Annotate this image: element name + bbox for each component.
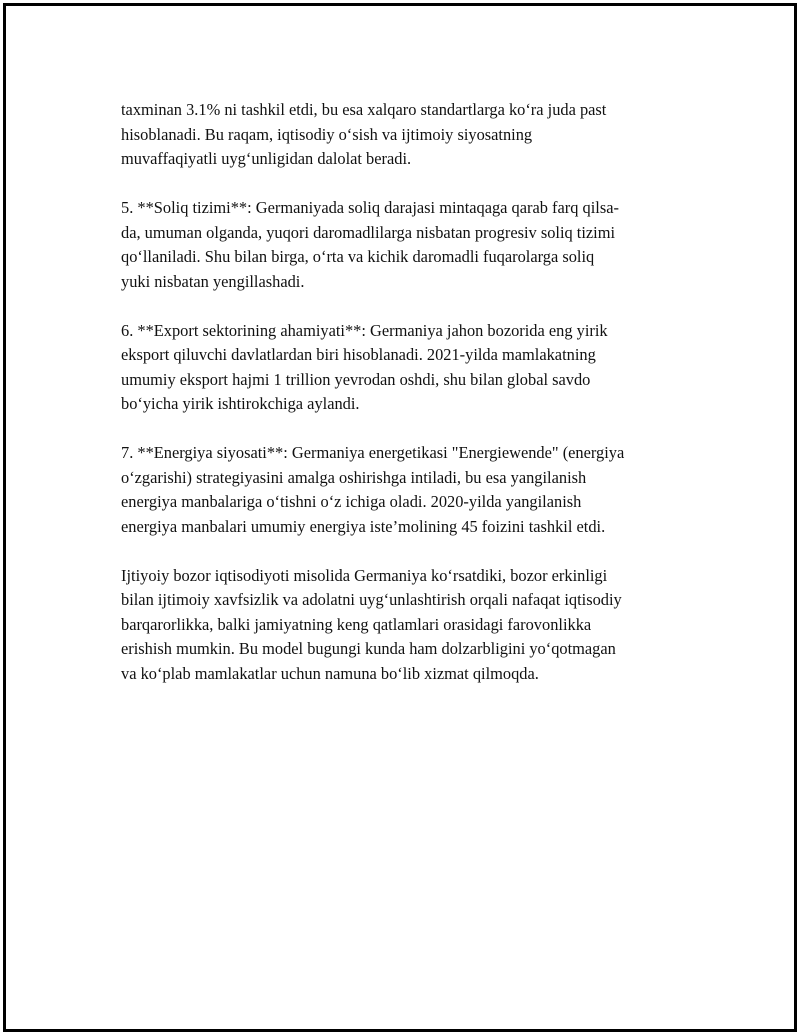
text-line: energiya manbalari umumiy energiya iste’molining 45 foizini tashkil etdi. [121,516,606,536]
text-line: 6. **Export sektorining ahamiyati**: Germaniya jahon bozorida eng yirik [121,320,608,340]
text-line: 7. **Energiya siyosati**: Germaniya energetikasi "Energiewende" (energiya [121,443,625,462]
text-line: taxminan 3.1% ni tashkil etdi, bu esa xalqaro standartlarga ko‘ra juda past [121,100,607,119]
text-line: da, umuman olganda, yuqori daromadlilarga nisbatan progresiv soliq tizimi [121,222,616,242]
text-line: bilan ijtimoiy xavfsizlik va adolatni uyg‘unlashtirish orqali nafaqat iqtisodiy [121,590,622,609]
text-line: qo‘llaniladi. Shu bilan birga, o‘rta va kichik daromadli fuqarolarga soliq [121,247,595,266]
text-line: muvaffaqiyatli uyg‘unligidan dalolat beradi. [121,149,412,168]
text-line: eksport qiluvchi davlatlardan biri hisoblanadi. 2021-yilda mamlakatning [121,345,596,364]
paragraph-unemployment [121,98,701,172]
text-line: va ko‘plab mamlakatlar uchun namuna bo‘lib xizmat qilmoqda. [121,663,539,683]
paragraph-energy-policy [121,441,701,539]
text-line: umumiy eksport hajmi 1 trillion yevrodan oshdi, shu bilan global savdo [121,369,591,389]
text-line: yuki nisbatan yengillashadi. [121,271,305,291]
text-line: barqarorlikka, balki jamiyatning keng qatlamlari orasidagi farovonlikka [121,614,592,634]
paragraph-export-sector [121,319,701,417]
document-body [121,98,701,711]
text-line: erishish mumkin. Bu model bugungi kunda ham dolzarbligini yo‘qotmagan [121,639,616,658]
paragraph-conclusion [121,564,701,687]
text-line: energiya manbalariga o‘tishni o‘z ichiga oladi. 2020-yilda yangilanish [121,492,582,511]
text-line: o‘zgarishi) strategiyasini amalga oshirishga intiladi, bu esa yangilanish [121,467,587,487]
text-line: bo‘yicha yirik ishtirokchiga aylandi. [121,394,360,413]
paragraph-tax-system [121,196,701,294]
text-line: hisoblanadi. Bu raqam, iqtisodiy o‘sish va ijtimoiy siyosatning [121,124,533,144]
text-line: Ijtiyoiy bozor iqtisodiyoti misolida Germaniya ko‘rsatdiki, bozor erkinligi [121,565,608,585]
document-page [3,3,797,1032]
text-line: 5. **Soliq tizimi**: Germaniyada soliq darajasi mintaqaga qarab farq qilsa- [121,198,619,217]
